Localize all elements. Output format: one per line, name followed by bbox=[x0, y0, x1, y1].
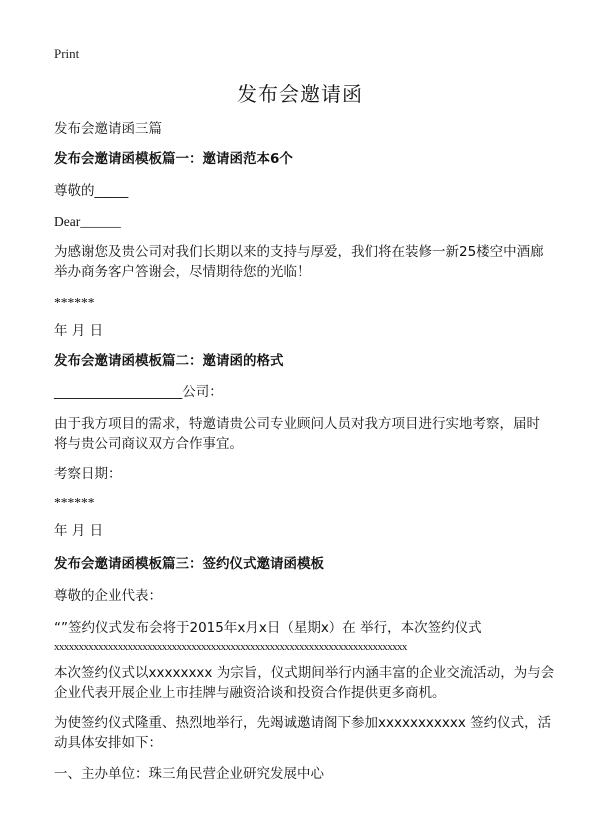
section3-p3-line2: 动具体安排如下： bbox=[54, 735, 162, 751]
section1-heading: 发布会邀请函模板篇一：邀请函范本6个 bbox=[54, 151, 293, 167]
section3-heading: 发布会邀请函模板篇三：签约仪式邀请函模板 bbox=[54, 556, 324, 572]
section1-dear: Dear______ bbox=[54, 214, 121, 229]
section1-stars: ****** bbox=[54, 295, 95, 310]
section1-body-line1: 为感谢您及贵公司对我们长期以来的支持与厚爱，我们将在装修一新25楼空中酒廊 bbox=[54, 244, 544, 260]
section2-stars: ****** bbox=[54, 495, 95, 510]
section3-p2-line1: 本次签约仪式以xxxxxxxx 为宗旨，仪式期间举行内涵丰富的企业交流活动，为与会 bbox=[54, 665, 555, 681]
section3-p1-line2-text: xxxxxxxxxxxxxxxxxxxxxxxxxxxxxxxxxxxxxxxxxxxxxxxxxxxxxxxxxxxxxxxxxxxxxxxx bbox=[54, 641, 407, 653]
section2-body-line1: 由于我方项目的需求，特邀请贵公司专业顾问人员对我方项目进行实地考察，届时 bbox=[54, 416, 540, 432]
section2-date: 年 月 日 bbox=[54, 523, 104, 539]
section3-salutation: 尊敬的企业代表： bbox=[54, 588, 162, 604]
section3-p2-line2: 企业代表开展企业上市挂牌与融资洽谈和投资合作提供更多商机。 bbox=[54, 685, 446, 701]
section3-p1-line1: “”签约仪式发布会将于2015年x月x日（星期x）在 举行，本次签约仪式 bbox=[54, 620, 482, 636]
section1-date: 年 月 日 bbox=[54, 323, 104, 339]
section3-item1: 一、主办单位：珠三角民营企业研究发展中心 bbox=[54, 766, 324, 782]
section2-body-line2: 将与贵公司商议双方合作事宜。 bbox=[54, 436, 243, 452]
document-title: 发布会邀请函 bbox=[237, 82, 363, 106]
section3-p3-line1: 为使签约仪式隆重、热烈地举行，先竭诚邀请阁下参加xxxxxxxxxxx 签约仪式，活 bbox=[54, 715, 552, 731]
section2-company-line: ___________________公司： bbox=[54, 384, 223, 400]
document-subtitle: 发布会邀请函三篇 bbox=[54, 121, 162, 137]
section1-body-line2: 举办商务客户答谢会，尽情期待您的光临！ bbox=[54, 264, 311, 280]
section1-salutation: 尊敬的_____ bbox=[54, 183, 129, 199]
print-link[interactable]: Print bbox=[54, 46, 80, 61]
section2-heading: 发布会邀请函模板篇二：邀请函的格式 bbox=[54, 353, 284, 369]
section3-p1-line2 bbox=[54, 636, 554, 665]
section2-inspect-date: 考察日期： bbox=[54, 466, 122, 482]
